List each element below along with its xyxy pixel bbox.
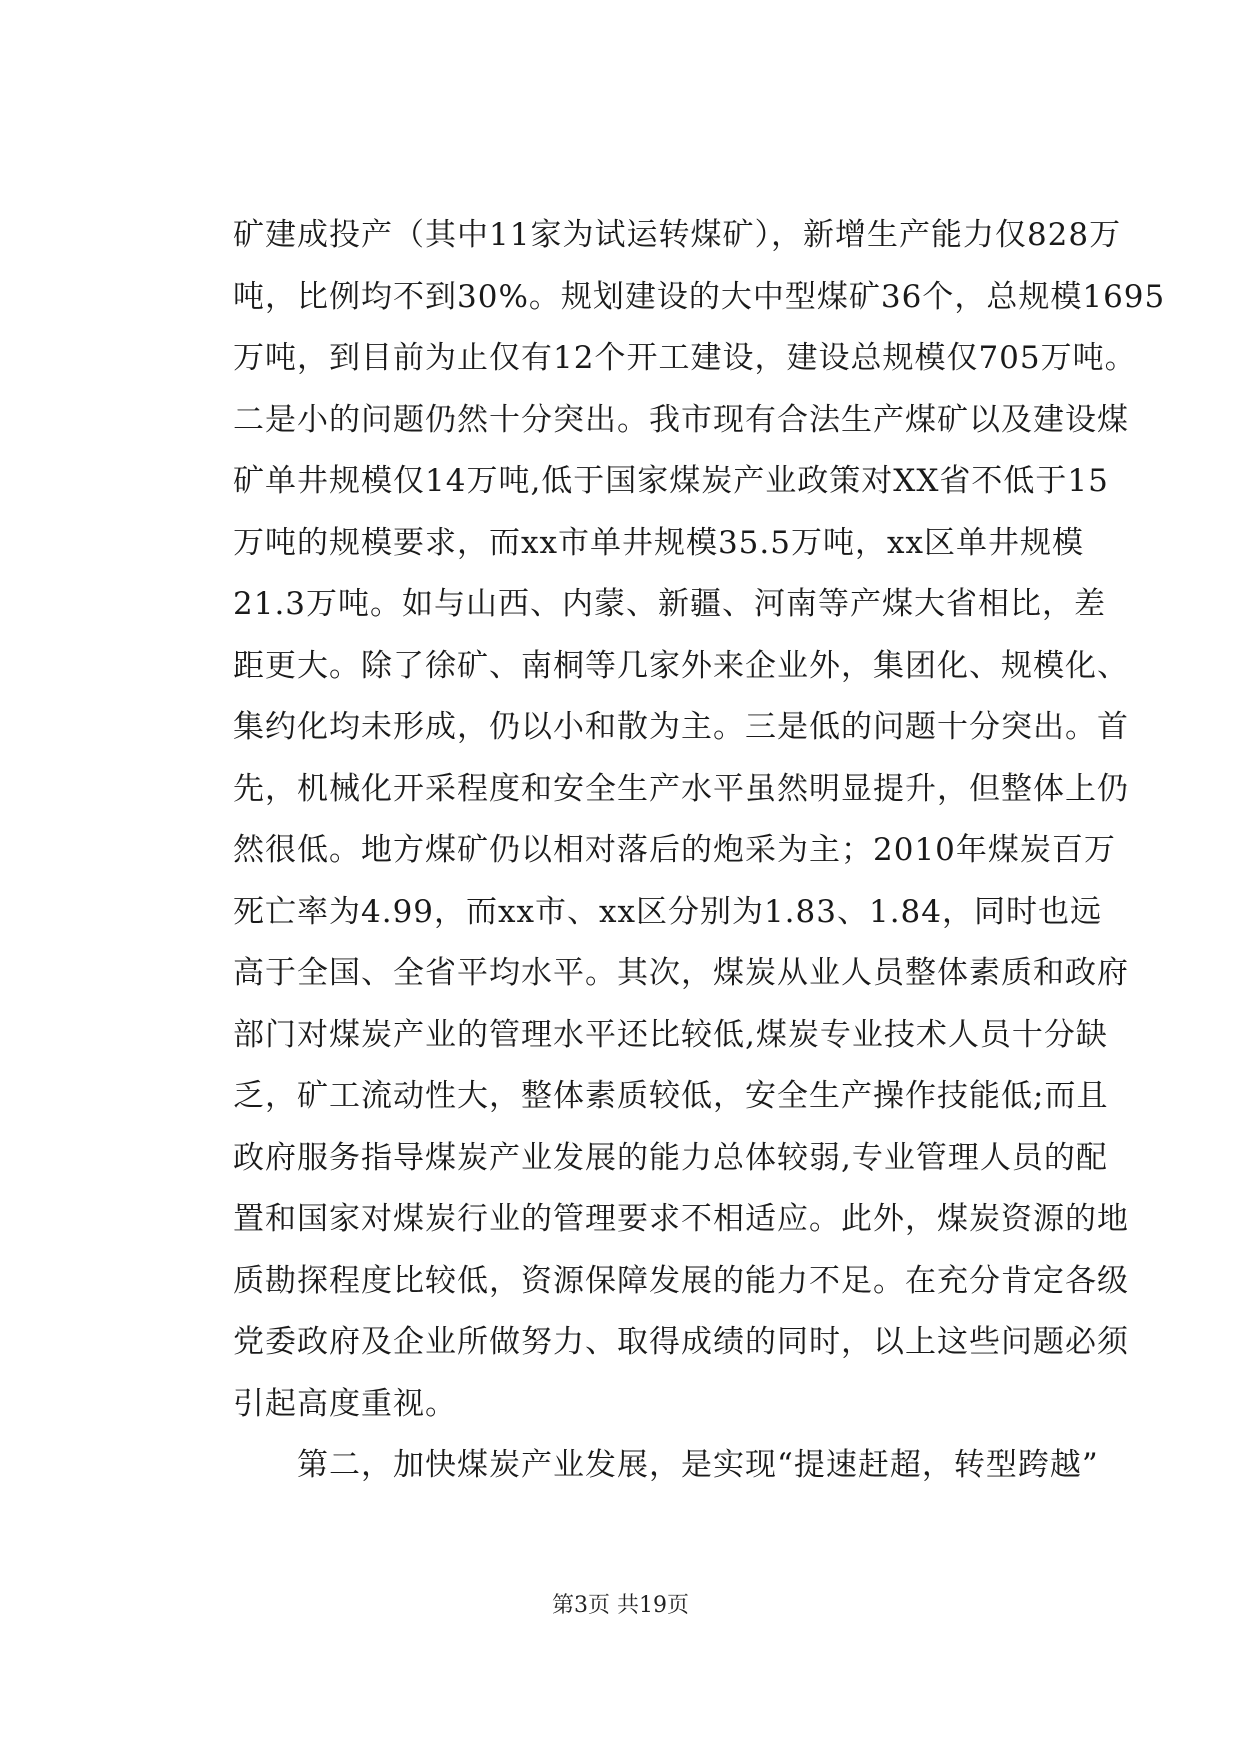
- text-line: 矿单井规模仅14万吨,低于国家煤炭产业政策对XX省不低于15: [233, 463, 1109, 499]
- text-line: 吨，比例均不到30%。规划建设的大中型煤矿36个，总规模1695: [233, 278, 1166, 315]
- page-footer: [0, 1588, 1241, 1619]
- text-line: 质勘探程度比较低，资源保障发展的能力不足。在充分肯定各级: [233, 1262, 1129, 1299]
- text-line: 二是小的问题仍然十分突出。我市现有合法生产煤矿以及建设煤: [233, 401, 1129, 438]
- text-line: 政府服务指导煤炭产业发展的能力总体较弱,专业管理人员的配: [233, 1139, 1108, 1176]
- text-line: 部门对煤炭产业的管理水平还比较低,煤炭专业技术人员十分缺: [233, 1016, 1108, 1053]
- text-line: 万吨的规模要求，而xx市单井规模35.5万吨，xx区单井规模: [233, 524, 1084, 561]
- text-line: 高于全国、全省平均水平。其次，煤炭从业人员整体素质和政府: [233, 955, 1129, 991]
- text-line: 21.3万吨。如与山西、内蒙、新疆、河南等产煤大省相比，差: [233, 586, 1107, 622]
- text-line: 然很低。地方煤矿仍以相对落后的炮采为主；2010年煤炭百万: [233, 832, 1116, 868]
- body-text: [233, 205, 1166, 1497]
- text-line: 集约化均未形成，仍以小和散为主。三是低的问题十分突出。首: [233, 709, 1129, 745]
- text-line: 先，机械化开采程度和安全生产水平虽然明显提升，但整体上仍: [233, 770, 1129, 807]
- text-line: 乏，矿工流动性大，整体素质较低，安全生产操作技能低;而且: [233, 1078, 1109, 1114]
- paragraph-heading-line: 第二，加快煤炭产业发展，是实现“提速赶超，转型跨越”: [233, 1447, 1099, 1483]
- text-line: 引起高度重视。: [233, 1385, 457, 1422]
- text-line: 距更大。除了徐矿、南桐等几家外来企业外，集团化、规模化、: [233, 647, 1129, 684]
- text-line: 置和国家对煤炭行业的管理要求不相适应。此外，煤炭资源的地: [233, 1201, 1129, 1237]
- page-number-label: 第3页 共19页: [552, 1593, 689, 1618]
- text-line: 矿建成投产（其中11家为试运转煤矿），新增生产能力仅828万: [233, 217, 1122, 253]
- text-line: 党委政府及企业所做努力、取得成绩的同时，以上这些问题必须: [233, 1324, 1129, 1360]
- text-line: 万吨，到目前为止仅有12个开工建设，建设总规模仅705万吨。: [233, 340, 1137, 376]
- text-line: 死亡率为4.99，而xx市、xx区分别为1.83、1.84，同时也远: [233, 893, 1102, 930]
